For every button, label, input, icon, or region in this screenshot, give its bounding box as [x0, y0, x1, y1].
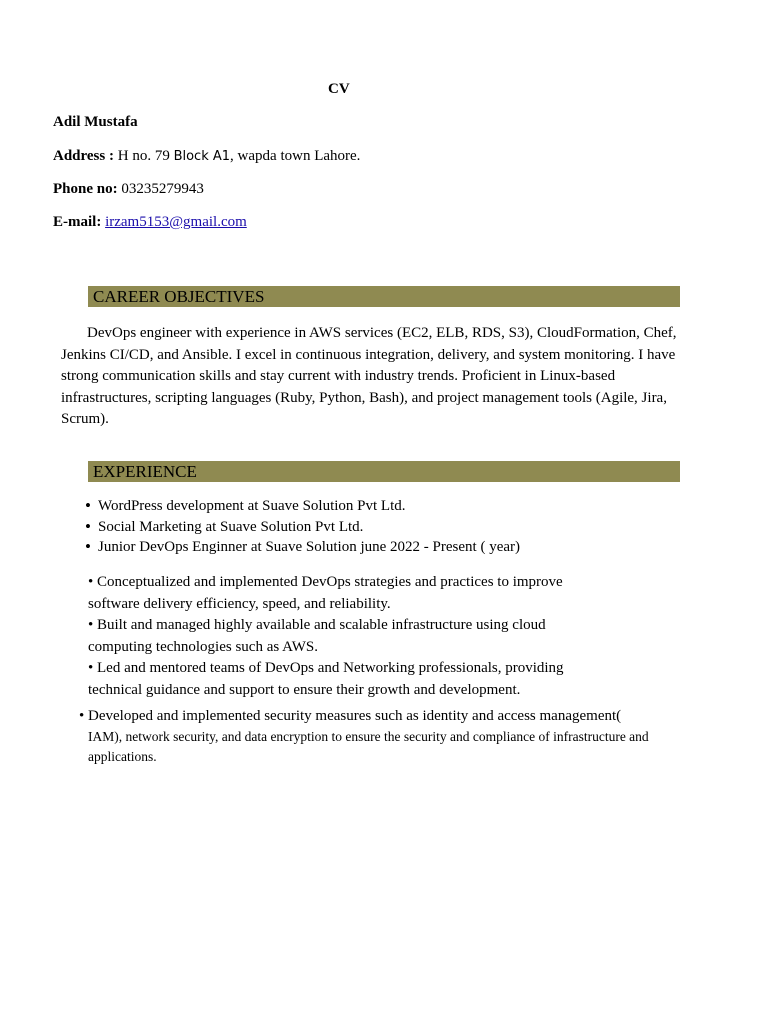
security-line-1: • Developed and implemented security measures such as identity and access management(	[79, 708, 622, 724]
address-part-3: , wapda town Lahore.	[230, 148, 361, 164]
phone-line	[53, 181, 204, 198]
responsibility-item: • Built and managed highly available and scalable infrastructure using cloud computing technologies such as AWS.	[88, 617, 546, 655]
experience-item: • Junior DevOps Enginner at Suave Solution june 2022 - Present ( year)	[85, 537, 520, 558]
responsibility-item: • Led and mentored teams of DevOps and Networking professionals, providing technical guidance and support to ensure their growth and development.	[88, 660, 564, 698]
experience-header: EXPERIENCE	[88, 461, 680, 482]
address-line	[53, 148, 360, 165]
experience-item: • WordPress development at Suave Solution Pvt Ltd.	[85, 496, 520, 517]
career-objective-text: DevOps engineer with experience in AWS services (EC2, ELB, RDS, S3), CloudFormation, Chef, Jenkins CI/CD, and Ansible. I excel in continuous integration, delivery, and system monitoring. I have strong communication skills and stay current with industry trends. Proficient in Linux-based infrastructures, scripting languages (Ruby, Python, Bash), and project management tools (Agile, Jira, Scrum).	[61, 325, 677, 427]
email-line	[53, 214, 247, 231]
responsibilities-list	[88, 572, 588, 701]
experience-list	[85, 496, 520, 558]
security-line-rest: IAM), network security, and data encryption to ensure the security and compliance of infrastructure and applications.	[88, 729, 649, 764]
experience-item: • Social Marketing at Suave Solution Pvt Ltd.	[85, 517, 520, 538]
security-responsibility	[79, 706, 659, 767]
address-part-1: H no. 79	[113, 148, 174, 164]
address-label: Address :	[53, 148, 114, 164]
email-label: E-mail:	[53, 214, 102, 230]
responsibility-item: • Conceptualized and implemented DevOps strategies and practices to improve software delivery efficiency, speed, and reliability.	[88, 574, 563, 612]
phone-value: 03235279943	[117, 181, 204, 197]
document-title: CV	[328, 81, 350, 97]
phone-label: Phone no:	[53, 181, 118, 197]
email-link[interactable]: irzam5153@gmail.com	[105, 214, 247, 230]
career-objectives-header: CAREER OBJECTIVES	[88, 286, 680, 307]
candidate-name: Adil Mustafa	[53, 114, 138, 130]
address-part-2: Block A1	[173, 149, 231, 164]
